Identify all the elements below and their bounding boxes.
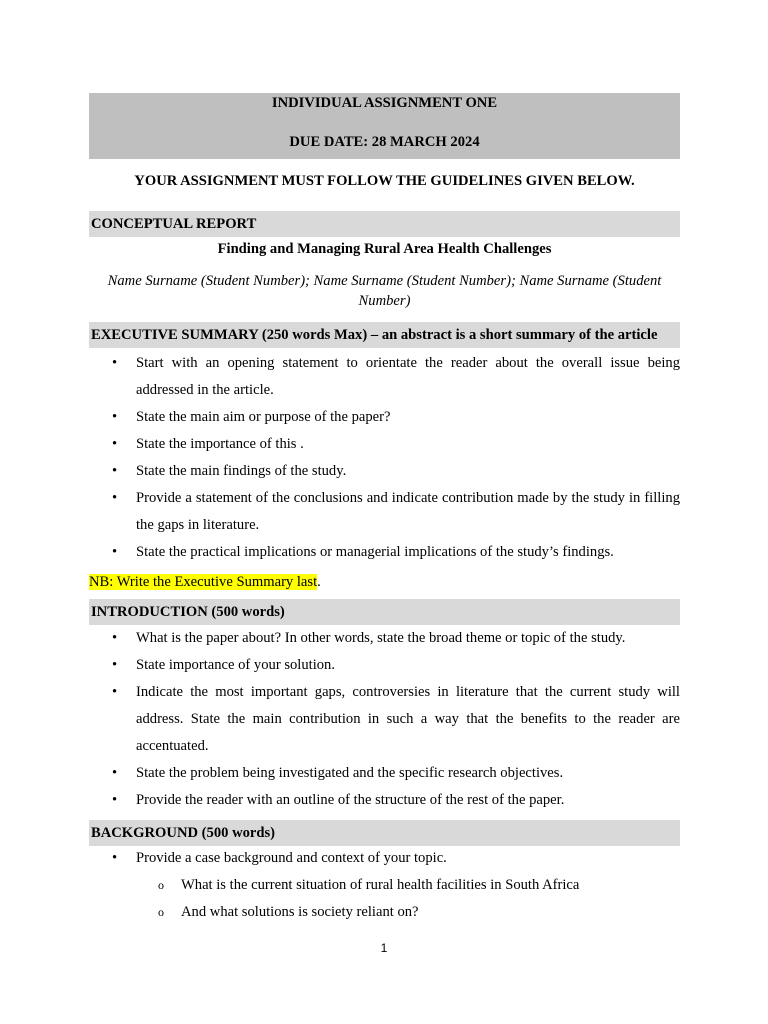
document-page xyxy=(89,93,680,920)
bullet-icon: • xyxy=(112,850,118,866)
section-heading-background: BACKGROUND (500 words) xyxy=(89,820,680,846)
bullet-icon: • xyxy=(112,409,118,425)
guidelines-notice: YOUR ASSIGNMENT MUST FOLLOW THE GUIDELINES GIVEN BELOW. xyxy=(134,173,635,189)
highlighted-note: NB: Write the Executive Summary last xyxy=(89,574,318,590)
assignment-title: INDIVIDUAL ASSIGNMENT ONE xyxy=(271,95,498,111)
list-item: • Provide a case background and context of your topic. xyxy=(89,845,680,872)
circle-bullet-icon: o xyxy=(158,905,164,919)
authors-line-1: Name Surname (Student Number); Name Surname (Student Number); Name Surname (Student xyxy=(107,273,662,289)
bullet-icon: • xyxy=(112,355,118,371)
list-item: • State the problem being investigated and the specific research objectives. xyxy=(89,760,680,787)
executive-summary-list xyxy=(89,350,680,566)
list-item: • Indicate the most important gaps, controversies in literature that the current study will address. State the main contribution in such a way that the benefits to the reader are accentuated. xyxy=(89,679,680,760)
section-heading-conceptual-report: CONCEPTUAL REPORT xyxy=(89,211,680,237)
section-heading-introduction: INTRODUCTION (500 words) xyxy=(89,599,680,625)
title-box xyxy=(89,93,680,159)
report-title: Finding and Managing Rural Area Health Challenges xyxy=(217,241,552,257)
list-item: • State the main findings of the study. xyxy=(89,458,680,485)
list-item: • State the main aim or purpose of the paper? xyxy=(89,404,680,431)
list-item: • State the practical implications or managerial implications of the study’s findings. xyxy=(89,539,680,566)
executive-summary-note: NB: Write the Executive Summary last. xyxy=(89,574,321,590)
bullet-icon: • xyxy=(112,436,118,452)
list-item: • State the importance of this . xyxy=(89,431,680,458)
bullet-icon: • xyxy=(112,630,118,646)
circle-bullet-icon: o xyxy=(158,878,164,892)
introduction-list xyxy=(89,625,680,814)
list-item: • What is the paper about? In other words, state the broad theme or topic of the study. xyxy=(89,625,680,652)
list-item: • Provide a statement of the conclusions and indicate contribution made by the study in filling the gaps in literature. xyxy=(89,485,680,539)
bullet-icon: • xyxy=(112,463,118,479)
section-heading-executive-summary: EXECUTIVE SUMMARY (250 words Max) – an abstract is a short summary of the article xyxy=(89,322,680,348)
bullet-icon: • xyxy=(112,657,118,673)
bullet-icon: • xyxy=(112,490,118,506)
page-number: 1 xyxy=(380,941,388,955)
bullet-icon: • xyxy=(112,792,118,808)
background-list xyxy=(89,845,680,926)
authors-line xyxy=(89,271,680,311)
bullet-icon: • xyxy=(112,684,118,700)
sub-list-item: o What is the current situation of rural health facilities in South Africa xyxy=(89,872,680,899)
list-item: • Provide the reader with an outline of the structure of the rest of the paper. xyxy=(89,787,680,814)
bullet-icon: • xyxy=(112,765,118,781)
list-item: • State importance of your solution. xyxy=(89,652,680,679)
list-item: • Start with an opening statement to orientate the reader about the overall issue being addressed in the article. xyxy=(89,350,680,404)
sub-list-item: o And what solutions is society reliant on? xyxy=(89,899,680,926)
bullet-icon: • xyxy=(112,544,118,560)
due-date: DUE DATE: 28 MARCH 2024 xyxy=(289,134,480,150)
authors-line-2: Number) xyxy=(358,293,411,309)
